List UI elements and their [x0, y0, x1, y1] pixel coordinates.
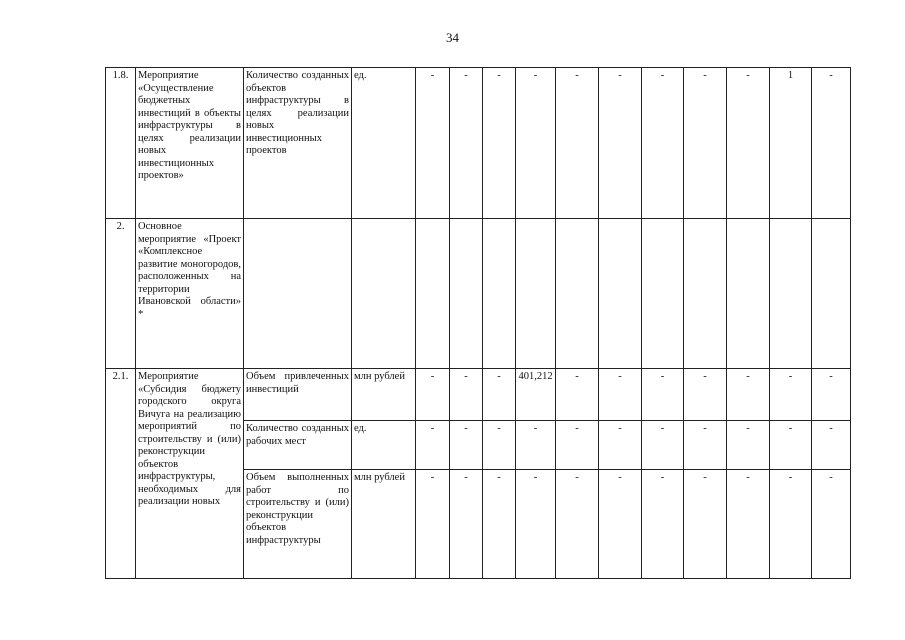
value-cell [599, 219, 642, 369]
value-cell: - [727, 421, 770, 470]
activity-name: Мероприятие «Осуществление бюджетных инвестиций в объекты инфраструктуры в целях реализации новых инвестиционных проектов» [136, 68, 244, 219]
value-cell [770, 219, 812, 369]
value-cell: - [812, 470, 851, 579]
value-cell: - [599, 369, 642, 421]
row-number: 2. [106, 219, 136, 369]
value-cell: - [599, 470, 642, 579]
value-cell [416, 219, 450, 369]
value-cell [483, 219, 516, 369]
value-cell [727, 219, 770, 369]
value-cell: - [450, 68, 483, 219]
value-cell [516, 219, 556, 369]
value-cell: - [812, 421, 851, 470]
value-cell: - [416, 421, 450, 470]
value-cell: - [684, 470, 727, 579]
value-cell: - [684, 369, 727, 421]
value-cell: - [599, 421, 642, 470]
indicator-name: Количество созданных рабочих мест [244, 421, 352, 470]
value-cell: - [516, 68, 556, 219]
value-cell: - [812, 68, 851, 219]
value-cell: - [416, 369, 450, 421]
value-cell: - [450, 369, 483, 421]
value-cell: - [516, 421, 556, 470]
value-cell: - [727, 470, 770, 579]
table-row [106, 219, 851, 369]
value-cell: - [642, 470, 684, 579]
unit [352, 219, 416, 369]
activity-name: Основное мероприятие «Проект «Комплексное развитие моногородов, расположенных на территории Ивановской области» * [136, 219, 244, 369]
value-cell: - [516, 470, 556, 579]
page-number: 34 [446, 30, 459, 45]
value-cell: - [770, 369, 812, 421]
unit: млн рублей [352, 369, 416, 421]
unit: млн рублей [352, 470, 416, 579]
value-cell: - [727, 369, 770, 421]
unit: ед. [352, 421, 416, 470]
unit: ед. [352, 68, 416, 219]
value-cell [642, 219, 684, 369]
value-cell: - [416, 68, 450, 219]
indicator-name [244, 219, 352, 369]
value-cell: - [416, 470, 450, 579]
value-cell: - [556, 421, 599, 470]
indicator-name: Количество созданных объектов инфраструктуры в целях реализации новых инвестиционных проектов [244, 68, 352, 219]
value-cell: 401,212 [516, 369, 556, 421]
value-cell: - [812, 369, 851, 421]
row-number: 2.1. [106, 369, 136, 579]
value-cell: - [450, 421, 483, 470]
value-cell: - [770, 470, 812, 579]
value-cell: - [483, 68, 516, 219]
value-cell: - [450, 470, 483, 579]
value-cell: - [684, 68, 727, 219]
value-cell: - [727, 68, 770, 219]
value-cell: - [642, 369, 684, 421]
value-cell: - [483, 369, 516, 421]
value-cell [556, 219, 599, 369]
value-cell: - [556, 369, 599, 421]
value-cell [684, 219, 727, 369]
table-row [106, 369, 851, 421]
indicators-table [105, 67, 851, 579]
value-cell: - [556, 470, 599, 579]
activity-name: Мероприятие «Субсидия бюджету городского округа Вичуга на реализацию мероприятий по строительству и (или) реконструкции объектов инфраструктуры, необходимых для реализации новых [136, 369, 244, 579]
value-cell [450, 219, 483, 369]
indicator-name: Объем привлеченных инвестиций [244, 369, 352, 421]
indicator-name: Объем выполненных работ по строительству и (или) реконструкции объектов инфраструктуры [244, 470, 352, 579]
value-cell: - [556, 68, 599, 219]
value-cell [812, 219, 851, 369]
row-number: 1.8. [106, 68, 136, 219]
value-cell: - [483, 470, 516, 579]
value-cell: - [642, 68, 684, 219]
value-cell: - [770, 421, 812, 470]
value-cell: - [599, 68, 642, 219]
value-cell: - [642, 421, 684, 470]
value-cell: - [483, 421, 516, 470]
value-cell: 1 [770, 68, 812, 219]
value-cell: - [684, 421, 727, 470]
table-row [106, 68, 851, 219]
